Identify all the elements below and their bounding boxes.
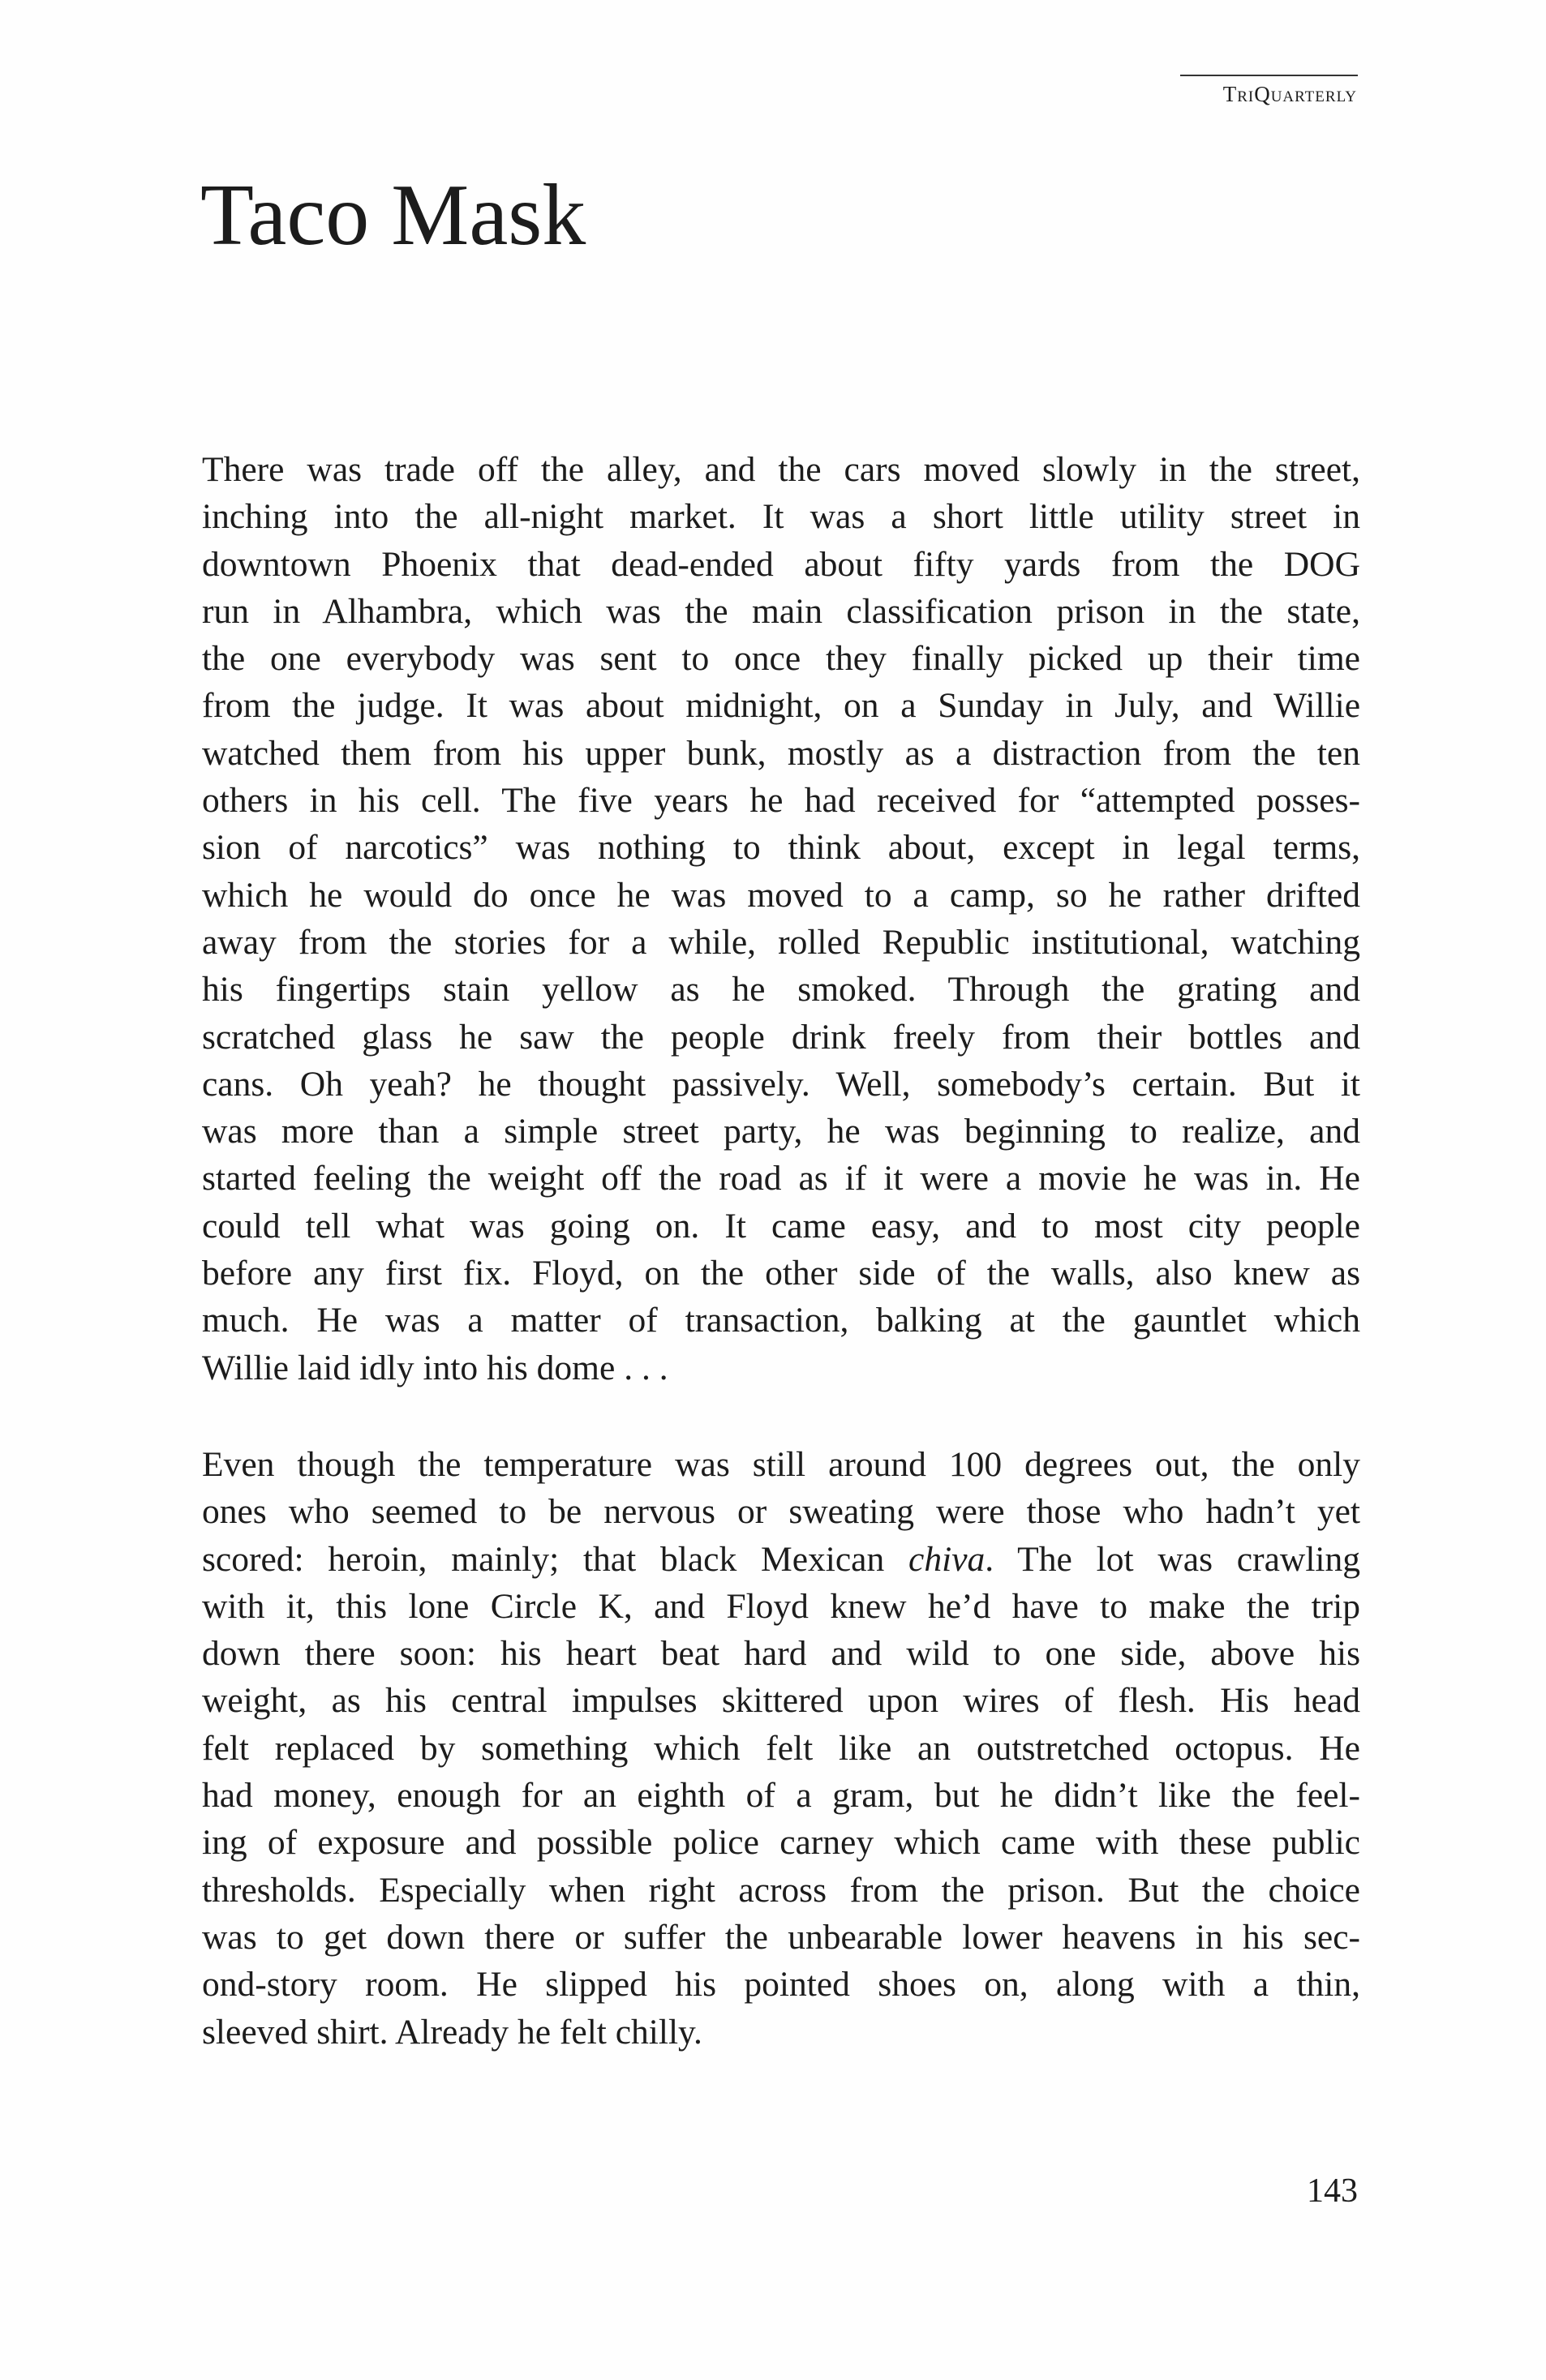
text-line: thresholds. Especially when right across from the prison. But the choice bbox=[202, 1870, 1360, 1910]
text-line: run in Alhambra, which was the main classification prison in the state, bbox=[202, 591, 1360, 631]
text-line: weight, as his central impulses skittered upon wires of flesh. His head bbox=[202, 1681, 1360, 1721]
text-line: started feeling the weight off the road as if it were a movie he was in. He bbox=[202, 1159, 1360, 1199]
text-line: ond-story room. He slipped his pointed shoes on, along with a thin, bbox=[202, 1965, 1360, 2005]
text-line: sion of narcotics” was nothing to think about, except in legal terms, bbox=[202, 828, 1360, 868]
text-segment: . The lot was crawling bbox=[985, 1539, 1360, 1579]
running-head: TriQuarterly bbox=[1222, 82, 1357, 106]
text-line bbox=[202, 1536, 1360, 1583]
text-line: was to get down there or suffer the unbearable lower heavens in his sec- bbox=[202, 1917, 1360, 1957]
text-line: felt replaced by something which felt like an outstretched octopus. He bbox=[202, 1728, 1360, 1768]
text-line: much. He was a matter of transaction, balking at the gauntlet which bbox=[202, 1301, 1360, 1340]
text-line: before any first fix. Floyd, on the other side of the walls, also knew as bbox=[202, 1254, 1360, 1293]
text-line: scratched glass he saw the people drink freely from their bottles and bbox=[202, 1017, 1360, 1057]
text-line: from the judge. It was about midnight, on a Sunday in July, and Willie bbox=[202, 686, 1360, 726]
text-line: inching into the all-night market. It was a short little utility street in bbox=[202, 497, 1360, 537]
text-line: There was trade off the alley, and the cars moved slowly in the street, bbox=[202, 450, 1360, 489]
text-segment: scored: heroin, mainly; that black Mexican bbox=[202, 1539, 909, 1579]
text-line: cans. Oh yeah? he thought passively. Well, somebody’s certain. But it bbox=[202, 1064, 1360, 1104]
text-line: others in his cell. The five years he had received for “attempted posses- bbox=[202, 781, 1360, 821]
text-line: sleeved shirt. Already he felt chilly. bbox=[202, 2012, 702, 2052]
text-line: downtown Phoenix that dead-ended about fifty yards from the DOG bbox=[202, 544, 1360, 584]
text-line: down there soon: his heart beat hard and wild to one side, above his bbox=[202, 1634, 1360, 1674]
text-line: which he would do once he was moved to a camp, so he rather drifted bbox=[202, 875, 1360, 915]
page-number: 143 bbox=[1307, 2172, 1358, 2210]
story-title: Taco Mask bbox=[200, 167, 586, 264]
text-line: the one everybody was sent to once they finally picked up their time bbox=[202, 639, 1360, 679]
text-line: away from the stories for a while, rolled Republic institutional, watching bbox=[202, 922, 1360, 962]
paragraph-1 bbox=[202, 446, 1360, 1392]
paragraph-2 bbox=[202, 1441, 1360, 2056]
text-line: ing of exposure and possible police carney which came with these public bbox=[202, 1823, 1360, 1863]
text-line: Even though the temperature was still around 100 degrees out, the only bbox=[202, 1445, 1360, 1484]
text-line: Willie laid idly into his dome . . . bbox=[202, 1348, 668, 1387]
text-line: with it, this lone Circle K, and Floyd knew he’d have to make the trip bbox=[202, 1586, 1360, 1626]
text-line: watched them from his upper bunk, mostly as a distraction from the ten bbox=[202, 733, 1360, 773]
text-line: his fingertips stain yellow as he smoked. Through the grating and bbox=[202, 970, 1360, 1010]
running-head-rule bbox=[1180, 75, 1358, 76]
italic-word: chiva bbox=[908, 1539, 986, 1579]
text-line: could tell what was going on. It came easy, and to most city people bbox=[202, 1206, 1360, 1246]
text-line: had money, enough for an eighth of a gram, but he didn’t like the feel- bbox=[202, 1776, 1360, 1816]
text-line: was more than a simple street party, he was beginning to realize, and bbox=[202, 1112, 1360, 1151]
text-line: ones who seemed to be nervous or sweating were those who hadn’t yet bbox=[202, 1492, 1360, 1532]
